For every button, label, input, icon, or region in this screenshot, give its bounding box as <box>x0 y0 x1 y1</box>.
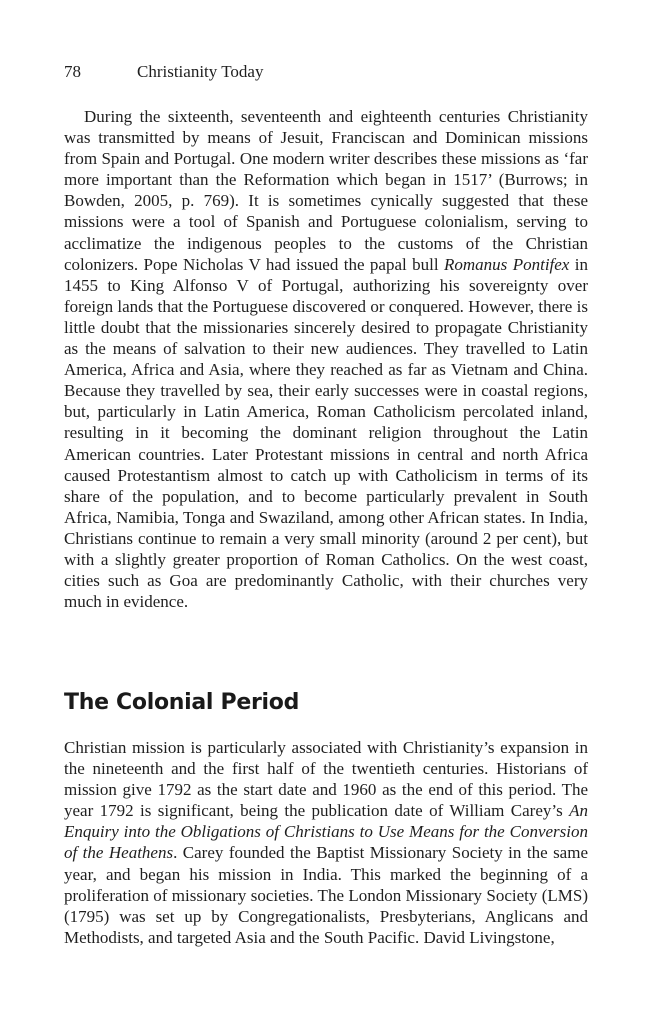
body-paragraph-1 <box>64 106 588 612</box>
paragraph-1-italic-title: Romanus Pontifex <box>444 254 570 274</box>
paragraph-2-text-a: Christian mission is particularly associated with Christianity’s expansion in the nineteenth and the first half of the twentieth centuries. Historians of mission give 1792 as the start date and 1960 as the end of this period. The year 1792 is significant, being the publication date of William Carey’s <box>64 738 588 821</box>
paragraph-2-text-b: . Carey founded the Baptist Missionary Society in the same year, and began his mission in India. This marked the beginning of a proliferation of missionary societies. The London Missionary Society (LMS) (1795) was set up by Congregationalists, Presbyterians, Anglicans and Methodists, and targeted Asia and the South Pacific. David Livingstone, <box>64 843 588 947</box>
page-number: 78 <box>64 62 81 81</box>
paragraph-2-italic-title: An Enquiry into the Obligations of Christians to Use Means for the Conversion of the Heathens <box>64 801 588 863</box>
paragraph-1-text-a: During the sixteenth, seventeenth and eighteenth centuries Christianity was transmitted by means of Jesuit, Franciscan and Dominican missions from Spain and Portugal. One modern writer describes these missions as ‘far more important than the Reformation which began in 1517’ (Burrows; in Bowden, 2005, p. 769). It is sometimes cynically suggested that these missions were a tool of Spanish and Portuguese colonialism, serving to acclimatize the indigenous peoples to the customs of the Christian colonizers. Pope Nicholas V had issued the papal bull <box>64 107 588 274</box>
running-head <box>64 62 263 82</box>
body-paragraph-2 <box>64 737 588 948</box>
paragraph-1-text-b: in 1455 to King Alfonso V of Portugal, authorizing his sovereignty over foreign lands that the Portuguese discovered or conquered. However, there is little doubt that the missionaries sincerely desired to propagate Christianity as the means of salvation to their new audiences. They travelled to Latin America, Africa and Asia, where they reached as far as Vietnam and China. Because they travelled by sea, their early successes were in coastal regions, but, particularly in Latin America, Roman Catholicism percolated inland, resulting in it becoming the dominant religion throughout the Latin American countries. Later Protestant missions in central and north Africa caused Protestantism almost to catch up with Catholicism in terms of its share of the population, and to become particularly prevalent in South Africa, Namibia, Tonga and Swaziland, among other African states. In India, Christians continue to remain a very small minority (around 2 per cent), but with a slightly greater proportion of Roman Catholics. On the west coast, cities such as Goa are predominantly Catholic, with their churches very much in evidence. <box>64 254 588 612</box>
running-title: Christianity Today <box>137 62 264 81</box>
section-heading: The Colonial Period <box>64 690 300 715</box>
